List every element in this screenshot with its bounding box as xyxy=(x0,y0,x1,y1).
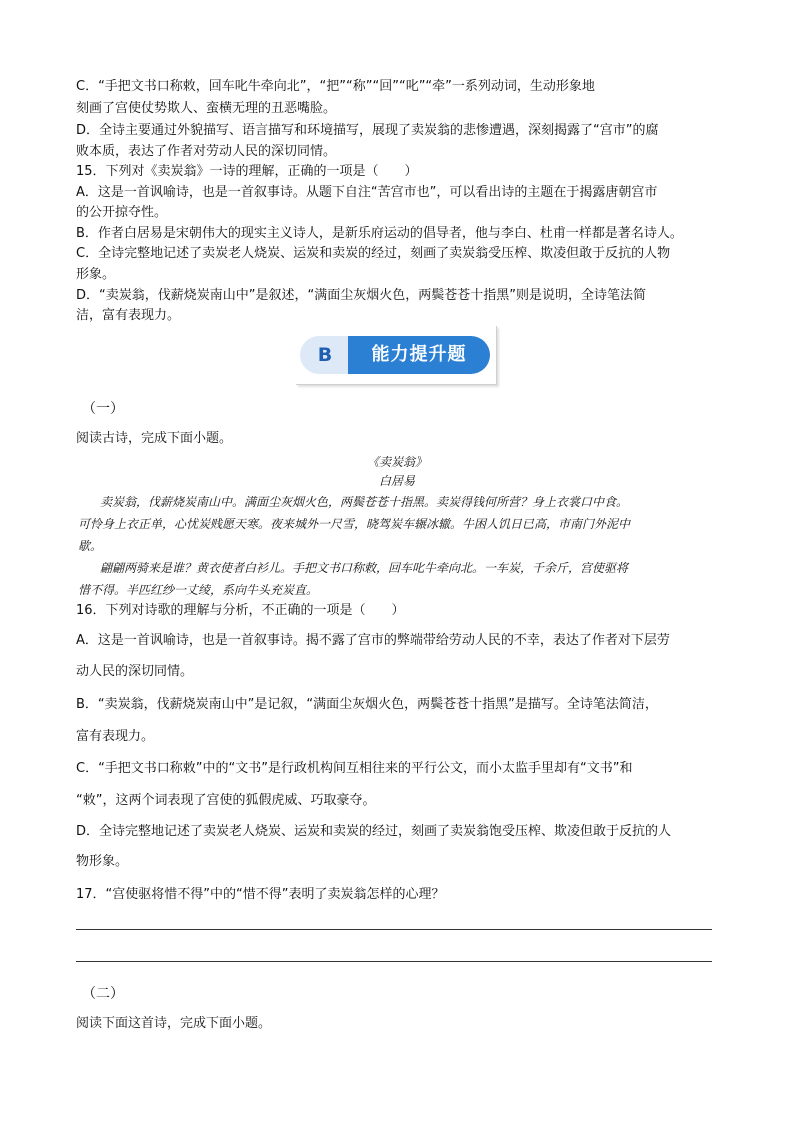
q16-option-a-line1: A．这是一首讽喻诗，也是一首叙事诗。揭不露了宫市的弊端带给劳动人民的不幸，表达了作者对下层劳 xyxy=(76,633,670,648)
q16-option-d-line2: 物形象。 xyxy=(76,854,129,869)
q15-option-b-line1: B．作者白居易是宋朝伟大的现实主义诗人，是新乐府运动的倡导者，他与李白、杜甫一样都是著名诗人。 xyxy=(76,226,683,241)
q14-option-c-line2: 刻画了宫使仗势欺人、蛮横无理的丑恶嘴脸。 xyxy=(76,101,337,116)
q16-option-d-line1: D．全诗完整地记述了卖炭老人烧炭、运炭和卖炭的经过，刻画了卖炭翁饱受压榨、欺凌但敢于反抗的人 xyxy=(76,824,672,839)
ability-section-banner xyxy=(296,326,497,385)
poem-line-1: 卖炭翁，伐薪烧炭南山中。满面尘灰烟火色，两鬓苍苍十指黑。卖炭得钱何所营？身上衣裳口中食。 xyxy=(100,495,629,509)
q16-option-a-line2: 动人民的深切同情。 xyxy=(76,664,194,679)
q16-option-b-line1: B．“卖炭翁，伐薪烧炭南山中”是记叙，“满面尘灰烟火色，两鬓苍苍十指黑”是描写。全诗笔法简洁， xyxy=(76,697,658,712)
q16-option-c-line1: C．“手把文书口称敕”中的“文书”是行政机构间互相往来的平行公文，而小太监手里却有“文书”和 xyxy=(76,761,633,776)
q14-option-c-line1: C．“手把文书口称敕，回车叱牛牵向北”，“把”“称”“回”“叱”“牵”一系列动词，生动形象地 xyxy=(76,79,595,94)
q17-stem: 17．“宫使驱将惜不得”中的“惜不得”表明了卖炭翁怎样的心理？ xyxy=(76,887,445,902)
poem-line-3: 歇。 xyxy=(78,539,103,553)
q15-option-a-line1: A．这是一首讽喻诗，也是一首叙事诗。从题下自注“苦宫市也”，可以看出诗的主题在于揭露唐朝宫市 xyxy=(76,185,658,200)
banner-letter: B xyxy=(300,336,350,374)
q14-option-d-line2: 败本质，表达了作者对劳动人民的深切同情。 xyxy=(76,144,337,159)
q15-option-d-line1: D．“卖炭翁，伐薪烧炭南山中”是叙述，“满面尘灰烟火色，两鬓苍苍十指黑”则是说明，全诗笔法简 xyxy=(76,288,646,303)
q15-option-a-line2: 的公开掠夺性。 xyxy=(76,205,168,220)
poem-author: 白居易 xyxy=(378,474,415,488)
poem-line-2: 可怜身上衣正单，心忧炭贱愿天寒。夜来城外一尺雪，晓驾炭车辗冰辙。牛困人饥日已高，市南门外泥中 xyxy=(78,517,631,531)
q15-stem: 15．下列对《卖炭翁》一诗的理解，正确的一项是（ ） xyxy=(76,164,418,179)
q16-option-b-line2: 富有表现力。 xyxy=(76,729,155,744)
q17-answer-line-2[interactable] xyxy=(76,961,712,962)
poem-line-5: 惜不得。半匹红纱一丈绫，系向牛头充炭直。 xyxy=(78,583,319,597)
q17-answer-line-1[interactable] xyxy=(76,929,712,930)
q14-option-d-line1: D．全诗主要通过外貌描写、语言描写和环境描写，展现了卖炭翁的悲惨遭遇，深刻揭露了“宫市”的腐 xyxy=(76,123,659,138)
part1-heading: （一） xyxy=(82,401,124,417)
q16-option-c-line2: “敕”，这两个词表现了宫使的狐假虎威、巧取豪夺。 xyxy=(76,793,376,808)
poem-title: 《卖炭翁》 xyxy=(366,455,427,469)
part1-instruction: 阅读古诗，完成下面小题。 xyxy=(76,431,233,446)
q15-option-d-line2: 洁，富有表现力。 xyxy=(76,308,181,323)
poem-line-4: 翩翩两骑来是谁？黄衣使者白衫儿。手把文书口称敕，回车叱牛牵向北。一车炭，千余斤，宫使驱将 xyxy=(100,561,629,575)
part2-instruction: 阅读下面这首诗，完成下面小题。 xyxy=(76,1016,272,1031)
q15-option-c-line1: C．全诗完整地记述了卖炭老人烧炭、运炭和卖炭的经过，刻画了卖炭翁受压榨、欺凌但敢于反抗的人物 xyxy=(76,246,671,261)
part2-heading: （二） xyxy=(82,986,124,1002)
q15-option-c-line2: 形象。 xyxy=(76,267,116,282)
q16-stem: 16．下列对诗歌的理解与分析，不正确的一项是（ ） xyxy=(76,603,405,618)
banner-label: 能力提升题 xyxy=(348,336,490,374)
